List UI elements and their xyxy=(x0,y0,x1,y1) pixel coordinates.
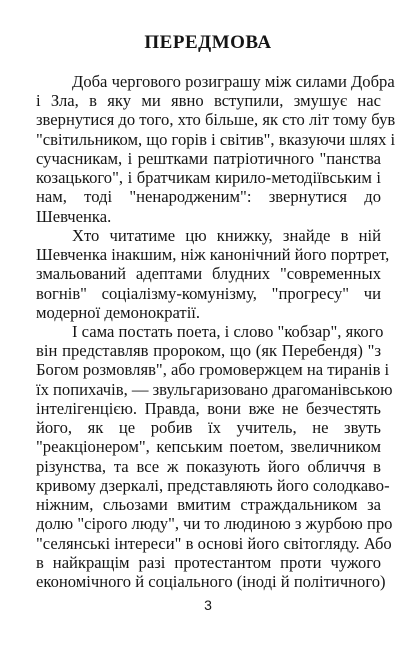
text-line: і Зла, в яку ми явно вступили, змушує нас xyxy=(36,91,381,111)
text-line: інтелігенцією. Правда, вони вже не безчестять xyxy=(36,398,381,418)
text-line: "селянські інтереси" в основі його світогляду. Або xyxy=(36,533,392,553)
text-line: Шевченка. xyxy=(36,206,112,226)
text-line: його, як це робив їх учитель, не звуть xyxy=(36,418,381,438)
text-line: змальований адептами блудних "современных xyxy=(36,264,381,284)
text-line: козацького", і братчикам кирило-методіївським і xyxy=(36,168,381,188)
text-line: І сама постать поета, і слово "кобзар", якого xyxy=(72,322,384,341)
text-line: в найкращім разі протестантом проти чужого xyxy=(36,552,381,572)
text-line: ніжним, сльозами вмитим страждальником за xyxy=(36,495,381,515)
text-line: "світильником, що горів і світив", вказуючи шлях і xyxy=(36,129,396,149)
text-line: кривому дзеркалі, представляють його солодкаво- xyxy=(36,475,390,495)
text-line: долю "сірого люду", чи то людиною з журбою про xyxy=(36,514,393,534)
text-line: Богом розмовляв", або громовержцем на тиранів і xyxy=(36,360,390,380)
text-line: Доба чергового розиграшу між силами Добра xyxy=(72,72,395,91)
text-line: Шевченка інакшим, ніж канонічний його портрет, xyxy=(36,245,390,265)
page-number: 3 xyxy=(204,597,212,613)
text-line: модерної демонократії. xyxy=(36,302,201,322)
text-line: вогнів" соціалізму-комунізму, "прогресу" чи xyxy=(36,283,381,303)
text-line: він представляв пророком, що (як Перебендя) "з xyxy=(36,341,381,361)
text-line: сучасникам, і рештками патріотичного "панства xyxy=(36,148,381,168)
text-line: різунства, та все ж показують його обличчя в xyxy=(36,456,381,476)
text-line: Хто читатиме цю книжку, знайде в ній xyxy=(72,225,381,245)
text-line: "реакціонером", кепським поетом, звеличником xyxy=(36,437,381,457)
page-title: ПЕРЕДМОВА xyxy=(144,32,272,53)
text-line: нам, тоді "ненародженим": звернутися до xyxy=(36,187,381,207)
text-line: економічного й соціального (іноді й політичного) xyxy=(36,572,386,591)
text-line: звернутися до того, хто більше, як сто літ тому був xyxy=(36,110,396,130)
text-line: їх попихачів, — звульгаризовано драгоманівською xyxy=(36,379,393,399)
